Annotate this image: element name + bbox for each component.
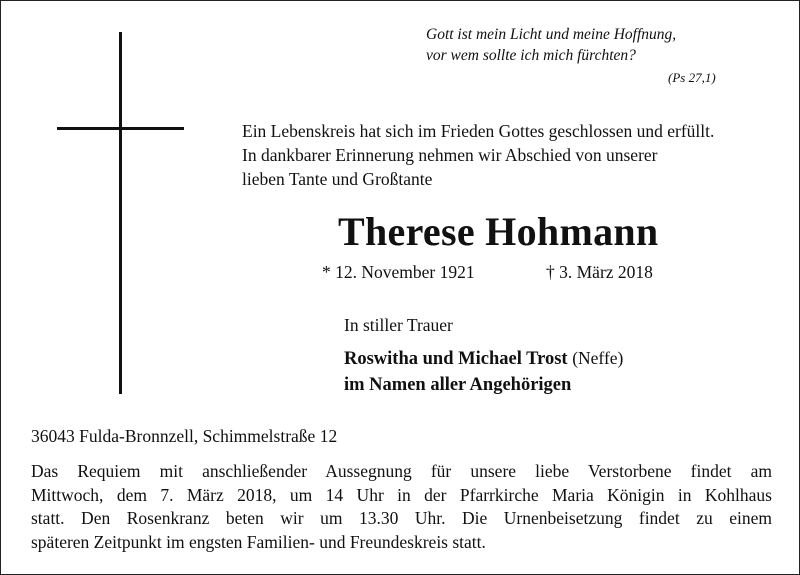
mourner-relation: (Neffe) [572, 348, 624, 368]
mourner-family: im Namen aller Angehörigen [344, 375, 572, 395]
notice-line: Mittwoch, dem 7. März 2018, um 14 Uhr in der Pfarrkirche Maria Königin in Kohlhaus [31, 484, 772, 505]
birth-date: * 12. November 1921 [322, 262, 475, 282]
quote-line: Gott ist mein Licht und meine Hoffnung, [426, 26, 677, 43]
notice-line: Das Requiem mit anschließender Aussegnung für unsere liebe Verstorbene findet am [31, 461, 772, 481]
intro-text [242, 119, 782, 191]
intro-line: Ein Lebenskreis hat sich im Frieden Gottes geschlossen und erfüllt. [242, 121, 715, 141]
deceased-name: Therese Hohmann [338, 209, 659, 254]
mourner-names: Roswitha und Michael Trost [344, 349, 568, 369]
address: 36043 Fulda-Bronnzell, Schimmelstraße 12 [31, 426, 338, 446]
bible-quote [426, 24, 746, 66]
notice-line: statt. Den Rosenkranz beten wir um 13.30 Uhr. Die Urnenbeisetzung findet zu einem [31, 508, 772, 528]
death-date: † 3. März 2018 [546, 262, 653, 282]
intro-line: lieben Tante und Großtante [242, 169, 433, 189]
quote-source: (Ps 27,1) [668, 70, 716, 85]
mourners-block [344, 345, 623, 398]
quote-line: vor wem sollte ich mich fürchten? [426, 47, 636, 64]
mourning-intro: In stiller Trauer [344, 315, 453, 335]
cross-icon-bar [57, 127, 184, 130]
cross-icon [119, 32, 122, 394]
notice-line: späteren Zeitpunkt im engsten Familien- und Freundeskreis statt. [31, 531, 486, 552]
intro-line: In dankbarer Erinnerung nehmen wir Abschied von unserer [242, 145, 658, 165]
service-notice [31, 460, 772, 554]
